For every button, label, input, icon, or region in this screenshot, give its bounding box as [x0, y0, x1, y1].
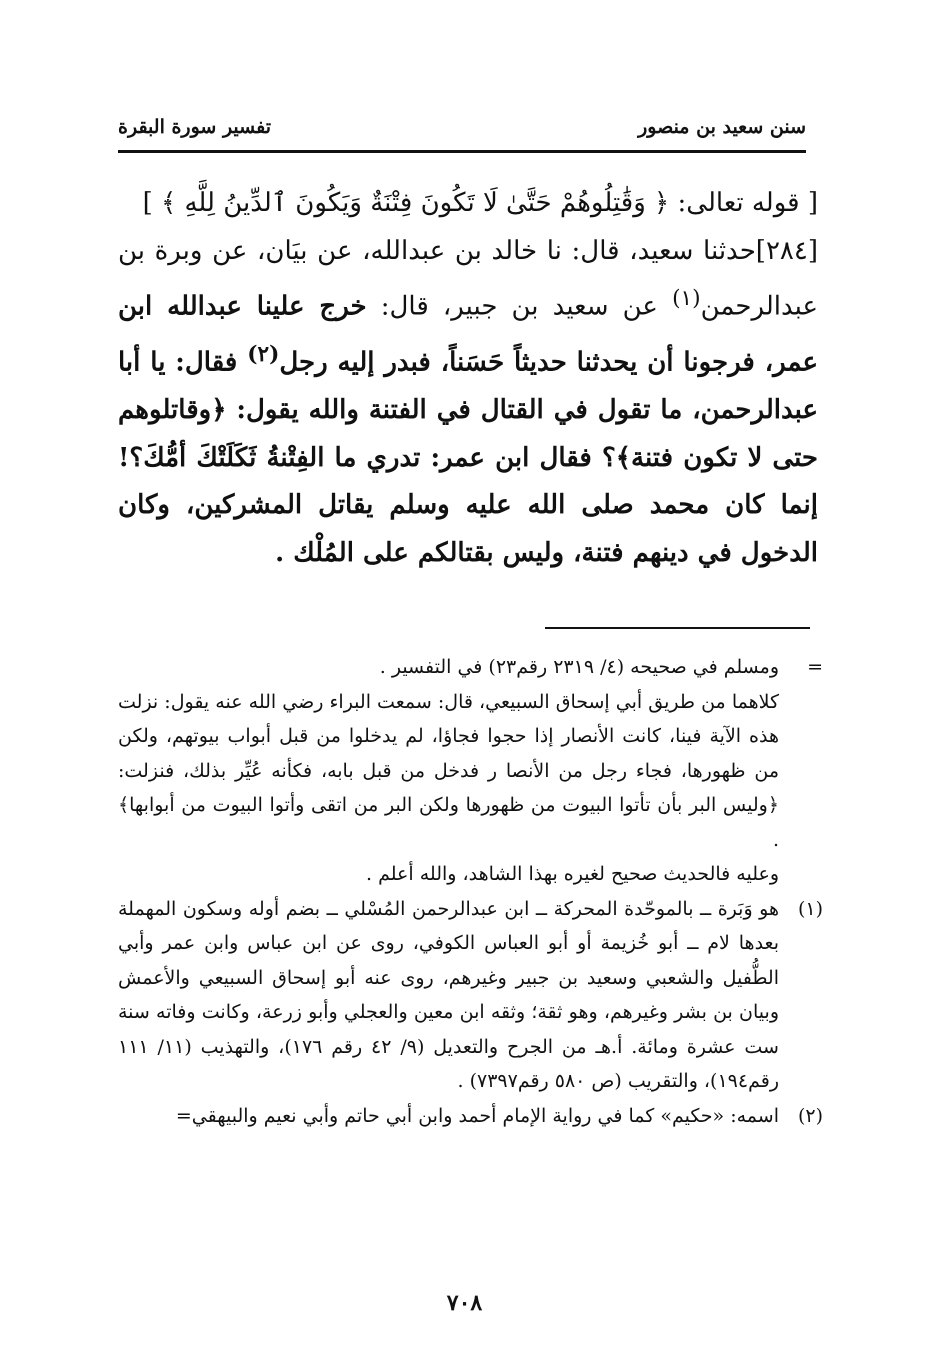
footnote-line: وعليه فالحديث صحيح لغيره بهذا الشاهد، والله أعلم . — [366, 863, 779, 885]
footnote-ref-2[interactable]: (٢) — [247, 342, 280, 368]
hadith-text-1: خرج علينا عبدالله ابن عمر، فرجونا أن يحدثنا حديثاً حَسَناً، فبدر إليه رجل — [118, 291, 819, 378]
verse-heading: [ قوله تعالى: ﴿ وَقَٰتِلُوهُمْ حَتَّىٰ لَا تَكُونَ فِتْنَةٌ وَيَكُونَ ٱلدِّينُ لِلَّهِ ﴾ ] — [142, 188, 818, 218]
book-title: سنن سعيد بن منصور — [638, 116, 806, 138]
continuation-mark: = — [807, 656, 823, 678]
footnote-text: اسمه: «حكيم» كما في رواية الإمام أحمد وابن أبي حاتم وأبي نعيم والبيهقي= — [175, 1104, 779, 1127]
footnote-separator — [545, 627, 810, 629]
footnote-line: ومسلم في صحيحه (٤/ ٢٣١٩ رقم٢٣) في التفسير . — [379, 656, 779, 678]
page-number: ٧٠٨ — [446, 1290, 483, 1316]
hadith-paragraph — [118, 228, 818, 578]
hadith-number: [٢٨٤] — [755, 235, 818, 266]
section-title: تفسير سورة البقرة — [118, 116, 272, 138]
main-text — [118, 180, 818, 577]
running-header — [118, 112, 806, 146]
hadith-chain-end: عن سعيد بن جبير، قال: — [366, 291, 673, 322]
footnote-mark: (١) — [797, 897, 823, 920]
footnote-1 — [118, 892, 823, 1099]
footnote-text: هو وَبَرة ــ بالموحّدة المحركة ــ ابن عبدالرحمن المُسْلي ــ بضم أوله وسكون المهملة بعدها لام ــ أبو خُزيمة أو أبو العباس الكوفي، روى عن ابن عباس وابن عمر وأبي الطُّفيل والشعبي وسعيد بن جبير وغيرهم، روى عنه أبو إسحاق السبيعي والأعمش وبيان بن بشر وغيرهم، وهو ثقة؛ وثقه ابن معين والعجلي وأبو زرعة، وكانت وفاته سنة ست عشرة ومائة. أ.هـ من الجرح والتعديل (٩/ ٤٢ رقم ١٧٦)، والتهذيب (١١/ ١١١ رقم١٩٤)، والتقريب (ص ٥٨٠ رقم٧٣٩٧) . — [118, 897, 779, 1092]
footnotes — [118, 650, 823, 1133]
header-rule — [118, 150, 806, 153]
footnote-ref-1[interactable]: (١) — [672, 286, 701, 311]
footnote-2 — [118, 1099, 823, 1134]
footnote-line: كلاهما من طريق أبي إسحاق السبيعي، قال: سمعت البراء رضي الله عنه يقول: نزلت هذه الآية فينا، كانت الأنصار إذا حجوا فجاؤا، لم يدخلوا من قبل أبواب بيوتهم، ولكن من ظهورها، فجاء رجل من الأنصا ر فدخل من قبل بابه، فكأنه عُيِّر بذلك، فنزلت: ﴿وليس البر بأن تأتوا البيوت من ظهورها ولكن البر من اتقى وأتوا البيوت من أبوابها﴾ . — [118, 690, 780, 851]
hadith-intro: حدثنا سعيد، قال: نا خالد بن عبدالله، عن بيَان، عن وبرة بن عبدالرحمن — [118, 235, 819, 322]
footnote-mark: (٢) — [797, 1104, 823, 1127]
hadith-text-2: فقال: يا أبا عبدالرحمن، ما تقول في القتال في الفتنة والله يقول: ﴿وقاتلوهم حتى لا تكون فتنة﴾؟ فقال ابن عمر: تدري ما الفِتْنةُ ثَكَلَتْكَ أمُّكَ؟! إنما كان محمد صلى الله عليه وسلم يقاتل المشركين، وكان الدخول في دينهم فتنة، وليس بقتالكم على المُلْك . — [118, 347, 818, 568]
footnote-continued — [118, 650, 823, 685]
